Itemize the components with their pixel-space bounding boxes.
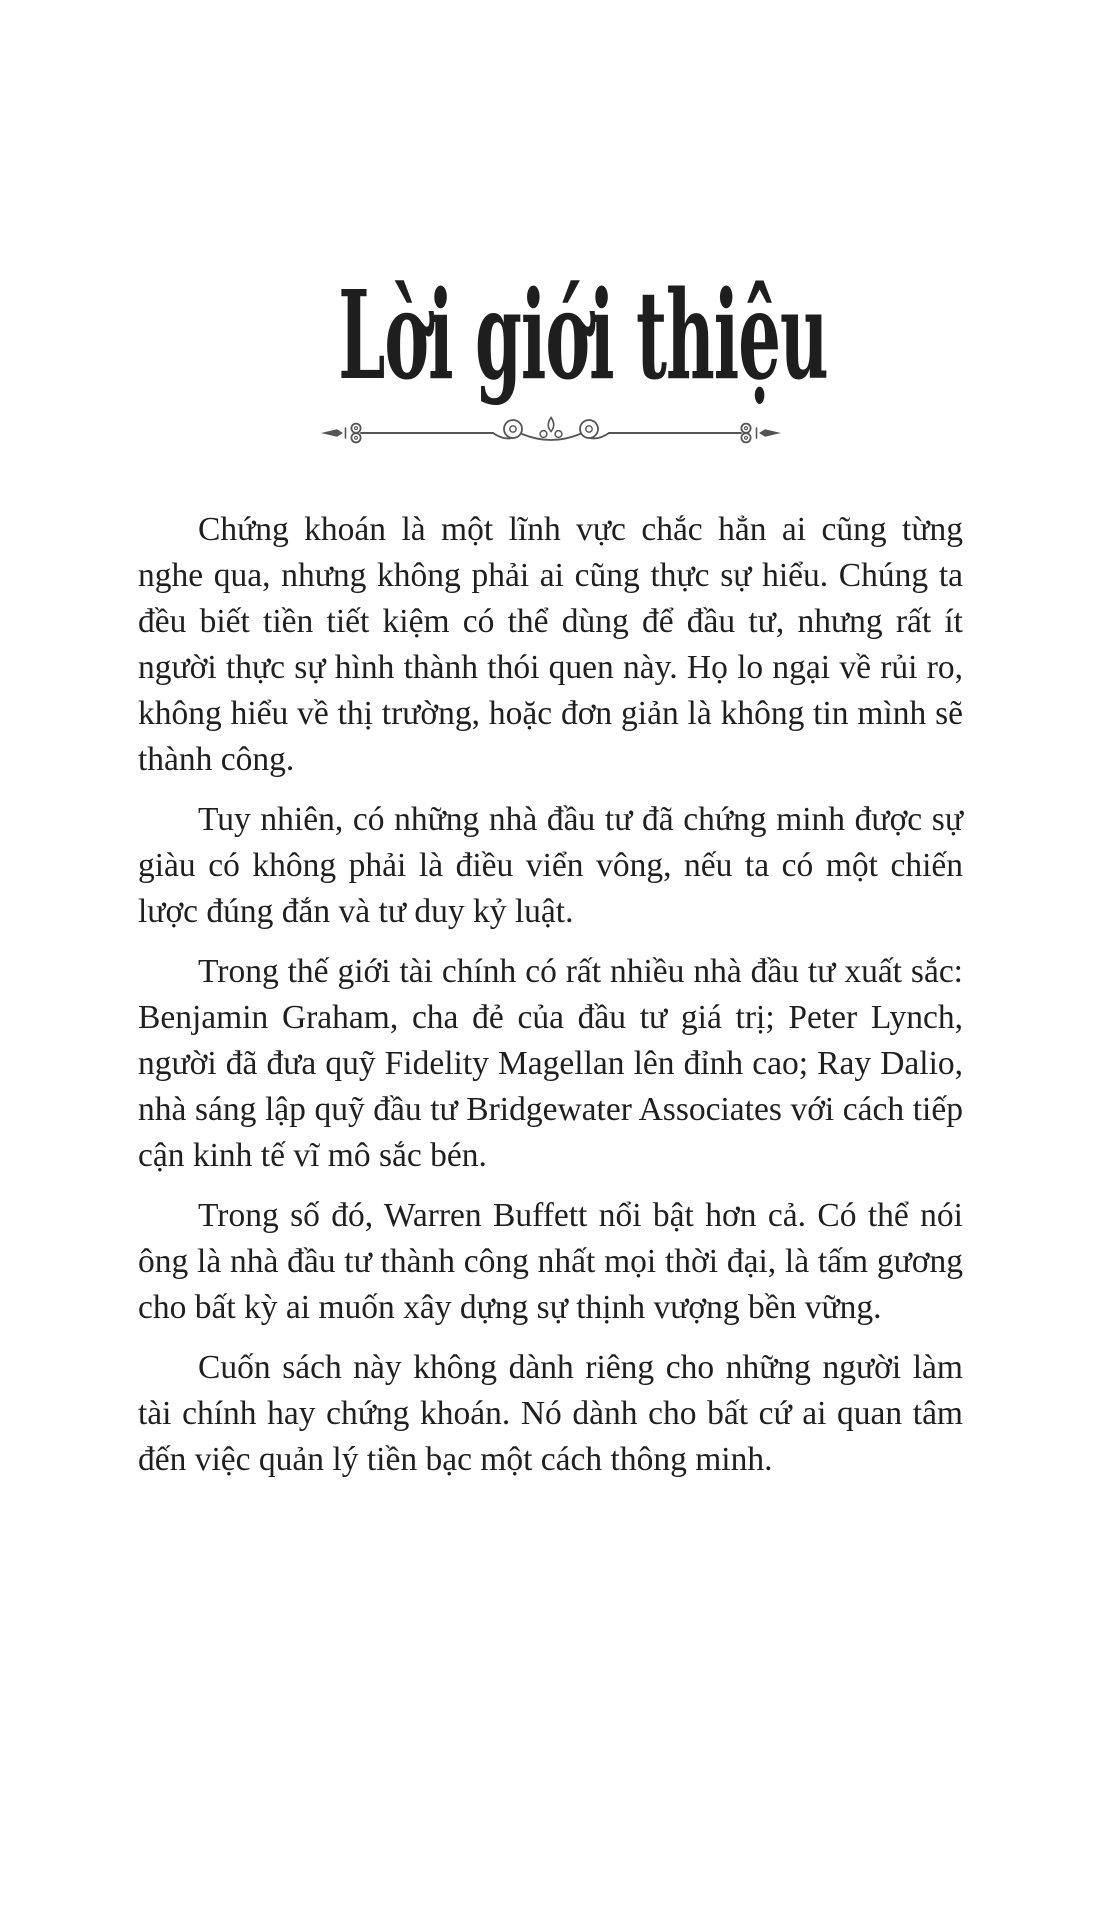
paragraph-1: Chứng khoán là một lĩnh vực chắc hẳn ai cũng từng nghe qua, nhưng không phải ai cũng thực sự hiểu. Chúng ta đều biết tiền tiết kiệm có thể dùng để đầu tư, nhưng rất ít người thực sự hình thành thói quen này. Họ lo ngại về rủi ro, không hiểu về thị trường, hoặc đơn giản là không tin mình sẽ thành công.: [138, 511, 963, 778]
paragraph-4: Trong số đó, Warren Buffett nổi bật hơn cả. Có thể nói ông là nhà đầu tư thành công nhất mọi thời đại, là tấm gương cho bất kỳ ai muốn xây dựng sự thịnh vượng bền vững.: [138, 1197, 963, 1326]
page-title: [138, 263, 963, 407]
ornamental-divider-icon: [316, 415, 786, 451]
paragraph-3: Trong thế giới tài chính có rất nhiều nhà đầu tư xuất sắc: Benjamin Graham, cha đẻ của đầu tư giá trị; Peter Lynch, người đã đưa quỹ Fidelity Magellan lên đỉnh cao; Ray Dalio, nhà sáng lập quỹ đầu tư Bridgewater Associates với cách tiếp cận kinh tế vĩ mô sắc bén.: [138, 953, 963, 1174]
page-title-text: Lời giới thiệu: [338, 263, 828, 407]
paragraph-5: Cuốn sách này không dành riêng cho những người làm tài chính hay chứng khoán. Nó dành cho bất cứ ai quan tâm đến việc quản lý tiền bạc một cách thông minh.: [138, 1349, 963, 1478]
paragraph-2: Tuy nhiên, có những nhà đầu tư đã chứng minh được sự giàu có không phải là điều viển vông, nếu ta có một chiến lược đúng đắn và tư duy kỷ luật.: [138, 801, 963, 930]
introduction-text: [138, 507, 963, 1483]
book-page: [138, 263, 963, 1483]
